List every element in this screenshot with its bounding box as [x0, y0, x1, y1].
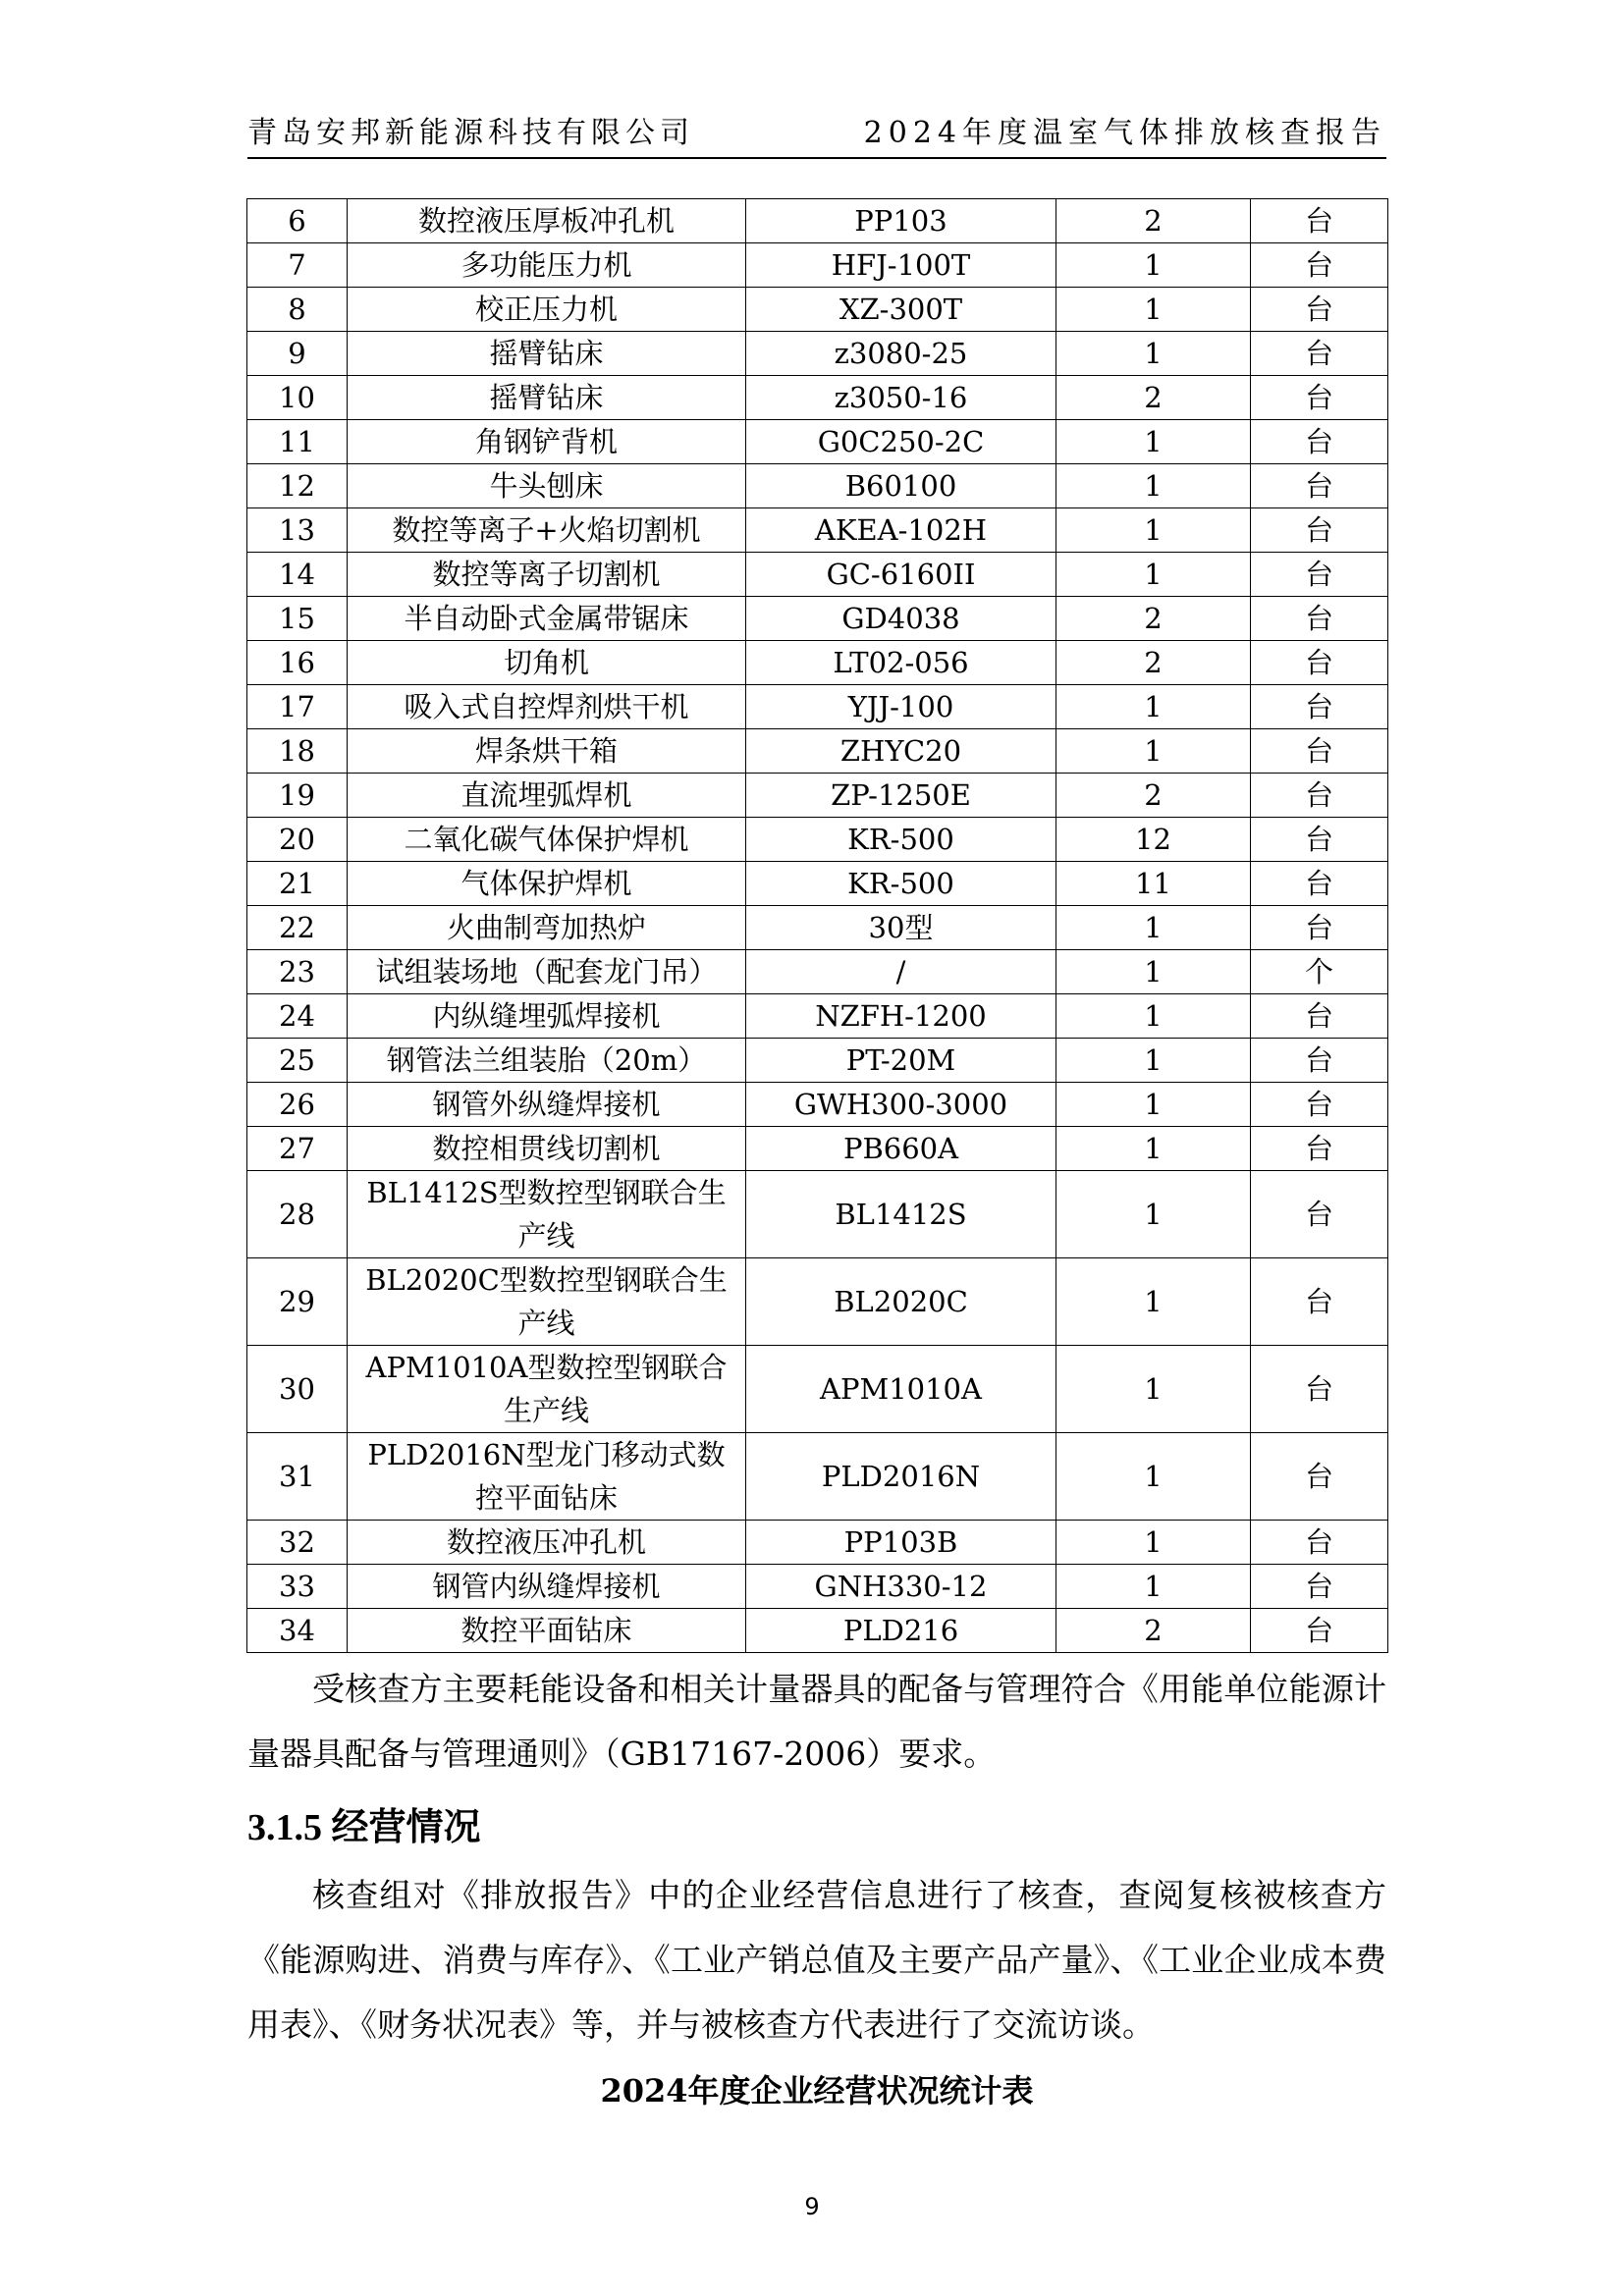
cell-unit: 台	[1251, 685, 1388, 729]
cell-name: 角钢铲背机	[348, 420, 746, 464]
cell-no: 25	[247, 1039, 348, 1083]
table-row	[247, 420, 1388, 464]
cell-name: 校正压力机	[348, 288, 746, 332]
cell-model: YJJ-100	[746, 685, 1056, 729]
table-caption: 2024年度企业经营状况统计表	[600, 2072, 1034, 2109]
table-row	[247, 641, 1388, 685]
cell-qty: 1	[1056, 1258, 1251, 1346]
cell-model: KR-500	[746, 862, 1056, 906]
table-row	[247, 243, 1388, 288]
cell-model: PT-20M	[746, 1039, 1056, 1083]
cell-no: 10	[247, 376, 348, 420]
cell-name: 数控液压厚板冲孔机	[348, 199, 746, 243]
cell-unit: 台	[1251, 1521, 1388, 1565]
table-row	[247, 1609, 1388, 1653]
table-row	[247, 1171, 1388, 1258]
cell-qty: 1	[1056, 1346, 1251, 1433]
cell-model: PB660A	[746, 1127, 1056, 1171]
cell-unit: 台	[1251, 1171, 1388, 1258]
cell-qty: 1	[1056, 420, 1251, 464]
cell-qty: 1	[1056, 1565, 1251, 1609]
cell-no: 17	[247, 685, 348, 729]
cell-model: ZP-1250E	[746, 774, 1056, 818]
cell-model: GD4038	[746, 597, 1056, 641]
cell-qty: 2	[1056, 774, 1251, 818]
cell-unit: 台	[1251, 862, 1388, 906]
table-row	[247, 199, 1388, 243]
cell-name: 钢管外纵缝焊接机	[348, 1083, 746, 1127]
cell-unit: 台	[1251, 906, 1388, 950]
cell-no: 19	[247, 774, 348, 818]
cell-unit: 台	[1251, 420, 1388, 464]
cell-no: 29	[247, 1258, 348, 1346]
cell-no: 8	[247, 288, 348, 332]
cell-name: 吸入式自控焊剂烘干机	[348, 685, 746, 729]
cell-no: 30	[247, 1346, 348, 1433]
table-row	[247, 774, 1388, 818]
cell-model: NZFH-1200	[746, 994, 1056, 1039]
table-row	[247, 464, 1388, 508]
table-row	[247, 729, 1388, 774]
cell-model: GC-6160II	[746, 553, 1056, 597]
cell-unit: 台	[1251, 774, 1388, 818]
cell-no: 18	[247, 729, 348, 774]
cell-no: 33	[247, 1565, 348, 1609]
table-row	[247, 1433, 1388, 1521]
cell-no: 28	[247, 1171, 348, 1258]
cell-name: 数控等离子切割机	[348, 553, 746, 597]
cell-qty: 2	[1056, 597, 1251, 641]
cell-model: GNH330-12	[746, 1565, 1056, 1609]
cell-name: 数控等离子+火焰切割机	[348, 508, 746, 553]
cell-unit: 台	[1251, 1565, 1388, 1609]
cell-no: 11	[247, 420, 348, 464]
table-row	[247, 862, 1388, 906]
cell-model: BL1412S	[746, 1171, 1056, 1258]
business-paragraph: 核查组对《排放报告》中的企业经营信息进行了核查，查阅复核被核查方《能源购进、消费与库存》、《工业产销总值及主要产品产量》、《工业企业成本费用表》、《财务状况表》等，并与被核查方代表进行了交流访谈。	[247, 1876, 1386, 2044]
cell-unit: 台	[1251, 1127, 1388, 1171]
cell-name: 牛头刨床	[348, 464, 746, 508]
cell-name: 半自动卧式金属带锯床	[348, 597, 746, 641]
cell-qty: 1	[1056, 685, 1251, 729]
cell-no: 24	[247, 994, 348, 1039]
cell-name: 二氧化碳气体保护焊机	[348, 818, 746, 862]
table-row	[247, 906, 1388, 950]
cell-no: 23	[247, 950, 348, 994]
cell-no: 7	[247, 243, 348, 288]
cell-no: 32	[247, 1521, 348, 1565]
table-row	[247, 685, 1388, 729]
cell-unit: 台	[1251, 464, 1388, 508]
cell-no: 16	[247, 641, 348, 685]
cell-no: 15	[247, 597, 348, 641]
table-row	[247, 553, 1388, 597]
table-row	[247, 1521, 1388, 1565]
cell-qty: 1	[1056, 1171, 1251, 1258]
equipment-table-body	[247, 199, 1388, 1653]
table-row	[247, 1127, 1388, 1171]
cell-qty: 12	[1056, 818, 1251, 862]
cell-name: 数控平面钻床	[348, 1609, 746, 1653]
cell-qty: 1	[1056, 994, 1251, 1039]
cell-model: G0C250-2C	[746, 420, 1056, 464]
table-row	[247, 1346, 1388, 1433]
page-number: 9	[804, 2193, 820, 2220]
cell-qty: 11	[1056, 862, 1251, 906]
table-row	[247, 950, 1388, 994]
cell-no: 26	[247, 1083, 348, 1127]
cell-model: z3080-25	[746, 332, 1056, 376]
cell-qty: 1	[1056, 906, 1251, 950]
cell-qty: 1	[1056, 332, 1251, 376]
cell-unit: 台	[1251, 994, 1388, 1039]
cell-qty: 1	[1056, 729, 1251, 774]
cell-model: KR-500	[746, 818, 1056, 862]
cell-model: BL2020C	[746, 1258, 1056, 1346]
cell-qty: 1	[1056, 1083, 1251, 1127]
cell-qty: 2	[1056, 1609, 1251, 1653]
cell-unit: 台	[1251, 1609, 1388, 1653]
table-row	[247, 1083, 1388, 1127]
cell-unit: 台	[1251, 1258, 1388, 1346]
equipment-table	[246, 198, 1388, 1653]
cell-model: /	[746, 950, 1056, 994]
cell-name: PLD2016N型龙门移动式数控平面钻床	[348, 1433, 746, 1521]
section-heading: 3.1.5 经营情况	[247, 1807, 481, 1848]
compliance-paragraph: 受核查方主要耗能设备和相关计量器具的配备与管理符合《用能单位能源计量器具配备与管理通则》（GB17167-2006）要求。	[247, 1670, 1386, 1773]
cell-model: GWH300-3000	[746, 1083, 1056, 1127]
cell-name: BL2020C型数控型钢联合生产线	[348, 1258, 746, 1346]
cell-unit: 台	[1251, 553, 1388, 597]
cell-unit: 台	[1251, 641, 1388, 685]
cell-no: 14	[247, 553, 348, 597]
cell-model: APM1010A	[746, 1346, 1056, 1433]
cell-model: PP103	[746, 199, 1056, 243]
cell-qty: 1	[1056, 464, 1251, 508]
cell-no: 9	[247, 332, 348, 376]
cell-unit: 台	[1251, 1433, 1388, 1521]
cell-name: APM1010A型数控型钢联合生产线	[348, 1346, 746, 1433]
cell-model: LT02-056	[746, 641, 1056, 685]
cell-unit: 台	[1251, 243, 1388, 288]
cell-qty: 1	[1056, 1433, 1251, 1521]
cell-name: 火曲制弯加热炉	[348, 906, 746, 950]
cell-no: 12	[247, 464, 348, 508]
cell-unit: 台	[1251, 1346, 1388, 1433]
table-row	[247, 332, 1388, 376]
cell-unit: 台	[1251, 1083, 1388, 1127]
cell-unit: 台	[1251, 818, 1388, 862]
cell-name: 多功能压力机	[348, 243, 746, 288]
cell-qty: 1	[1056, 553, 1251, 597]
cell-name: 钢管法兰组装胎（20m）	[348, 1039, 746, 1083]
cell-qty: 1	[1056, 1127, 1251, 1171]
cell-qty: 2	[1056, 641, 1251, 685]
cell-unit: 个	[1251, 950, 1388, 994]
cell-no: 22	[247, 906, 348, 950]
table-row	[247, 994, 1388, 1039]
cell-model: B60100	[746, 464, 1056, 508]
cell-unit: 台	[1251, 508, 1388, 553]
cell-no: 31	[247, 1433, 348, 1521]
cell-name: 摇臂钻床	[348, 376, 746, 420]
cell-name: 数控相贯线切割机	[348, 1127, 746, 1171]
table-row	[247, 288, 1388, 332]
cell-model: PLD2016N	[746, 1433, 1056, 1521]
table-row	[247, 597, 1388, 641]
cell-unit: 台	[1251, 729, 1388, 774]
cell-name: 直流埋弧焊机	[348, 774, 746, 818]
cell-no: 21	[247, 862, 348, 906]
cell-qty: 1	[1056, 508, 1251, 553]
cell-unit: 台	[1251, 376, 1388, 420]
cell-unit: 台	[1251, 332, 1388, 376]
cell-name: 切角机	[348, 641, 746, 685]
cell-qty: 1	[1056, 1039, 1251, 1083]
header-report-title: 2024年度温室气体排放核查报告	[863, 116, 1386, 150]
cell-name: 内纵缝埋弧焊接机	[348, 994, 746, 1039]
cell-unit: 台	[1251, 288, 1388, 332]
table-row	[247, 1565, 1388, 1609]
cell-name: BL1412S型数控型钢联合生产线	[348, 1171, 746, 1258]
cell-qty: 2	[1056, 199, 1251, 243]
cell-unit: 台	[1251, 597, 1388, 641]
table-row	[247, 508, 1388, 553]
cell-name: 数控液压冲孔机	[348, 1521, 746, 1565]
cell-no: 13	[247, 508, 348, 553]
cell-no: 27	[247, 1127, 348, 1171]
table-row	[247, 376, 1388, 420]
cell-qty: 1	[1056, 1521, 1251, 1565]
cell-model: AKEA-102H	[746, 508, 1056, 553]
cell-name: 焊条烘干箱	[348, 729, 746, 774]
cell-name: 钢管内纵缝焊接机	[348, 1565, 746, 1609]
header-company: 青岛安邦新能源科技有限公司	[247, 116, 694, 150]
cell-name: 气体保护焊机	[348, 862, 746, 906]
cell-name: 试组装场地（配套龙门吊）	[348, 950, 746, 994]
cell-model: ZHYC20	[746, 729, 1056, 774]
table-row	[247, 1039, 1388, 1083]
table-row	[247, 1258, 1388, 1346]
table-row	[247, 818, 1388, 862]
cell-unit: 台	[1251, 199, 1388, 243]
cell-qty: 1	[1056, 243, 1251, 288]
cell-model: HFJ-100T	[746, 243, 1056, 288]
cell-no: 34	[247, 1609, 348, 1653]
cell-qty: 1	[1056, 950, 1251, 994]
cell-model: 30型	[746, 906, 1056, 950]
cell-qty: 1	[1056, 288, 1251, 332]
cell-no: 6	[247, 199, 348, 243]
cell-unit: 台	[1251, 1039, 1388, 1083]
cell-no: 20	[247, 818, 348, 862]
cell-model: PP103B	[746, 1521, 1056, 1565]
cell-model: PLD216	[746, 1609, 1056, 1653]
page-header	[247, 114, 1386, 159]
cell-model: XZ-300T	[746, 288, 1056, 332]
cell-name: 摇臂钻床	[348, 332, 746, 376]
cell-model: z3050-16	[746, 376, 1056, 420]
cell-qty: 2	[1056, 376, 1251, 420]
